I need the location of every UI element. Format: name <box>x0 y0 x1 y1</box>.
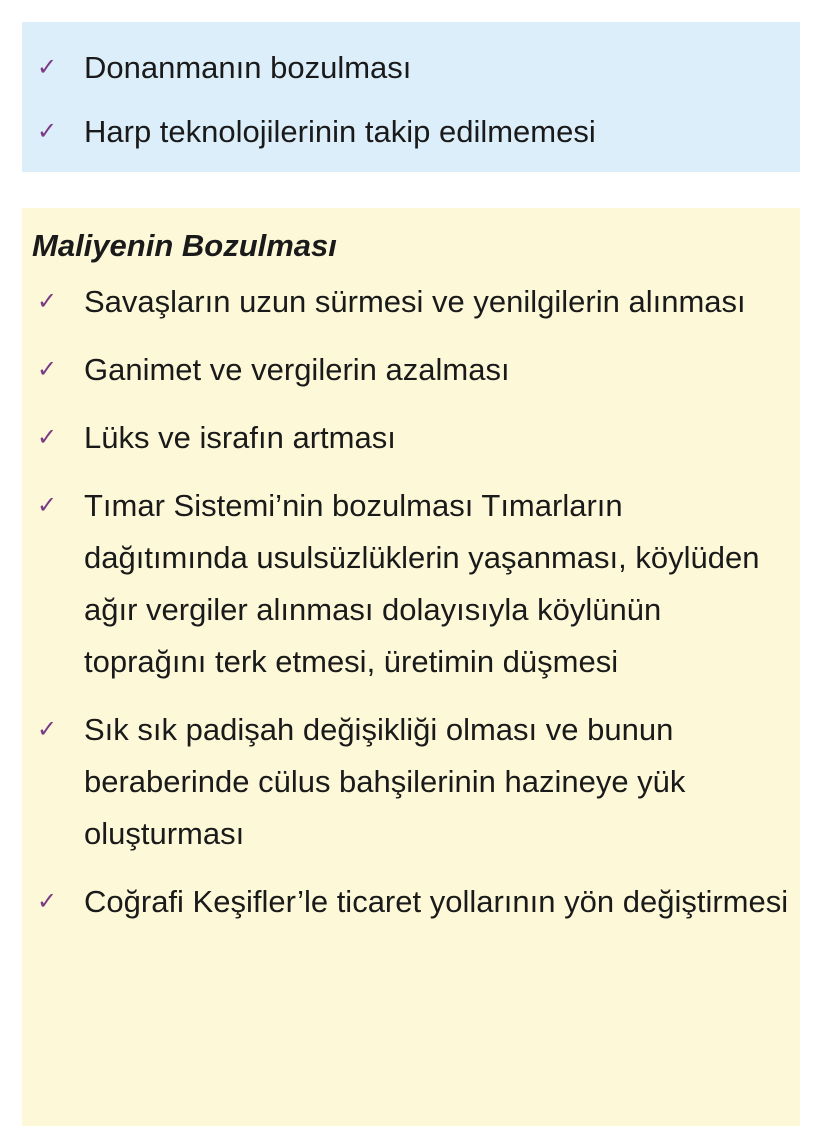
checkmark-icon: ✓ <box>36 288 58 315</box>
section-title: Maliyenin Bozulması <box>32 228 337 263</box>
list-item <box>22 704 800 860</box>
list-item <box>22 344 800 396</box>
finance-decline-box <box>22 208 800 1126</box>
list-item <box>22 480 800 688</box>
list-item <box>22 876 800 928</box>
list-item-text: Ganimet ve vergilerin azalması <box>84 352 510 387</box>
list-item-text: Savaşların uzun sürmesi ve yenilgilerin alınması <box>84 284 746 319</box>
military-decline-list <box>22 44 800 156</box>
list-item <box>22 276 800 328</box>
list-item-text: Harp teknolojilerinin takip edilmemesi <box>84 114 596 149</box>
list-item-text: Lüks ve israfın artması <box>84 420 396 455</box>
checkmark-icon: ✓ <box>36 356 58 383</box>
checkmark-icon: ✓ <box>36 54 58 81</box>
checkmark-icon: ✓ <box>36 118 58 145</box>
finance-decline-list <box>22 276 800 928</box>
checkmark-icon: ✓ <box>36 492 58 519</box>
list-item <box>22 44 800 92</box>
checkmark-icon: ✓ <box>36 716 58 743</box>
list-item-text: Sık sık padişah değişikliği olması ve bunun beraberinde cülus bahşilerinin hazineye yük oluşturması <box>84 712 686 851</box>
list-item <box>22 108 800 156</box>
list-item-text: Tımar Sistemi’nin bozulması Tımarların dağıtımında usulsüzlüklerin yaşanması, köylüden ağır vergiler alınması dolayısıyla köylünün toprağını terk etmesi, üretimin düşmesi <box>84 488 760 679</box>
checkmark-icon: ✓ <box>36 424 58 451</box>
military-decline-box <box>22 22 800 172</box>
list-item-text: Donanmanın bozulması <box>84 50 412 85</box>
list-item <box>22 412 800 464</box>
checkmark-icon: ✓ <box>36 888 58 915</box>
list-item-text: Coğrafi Keşifler’le ticaret yollarının yön değiştirmesi <box>84 884 789 919</box>
